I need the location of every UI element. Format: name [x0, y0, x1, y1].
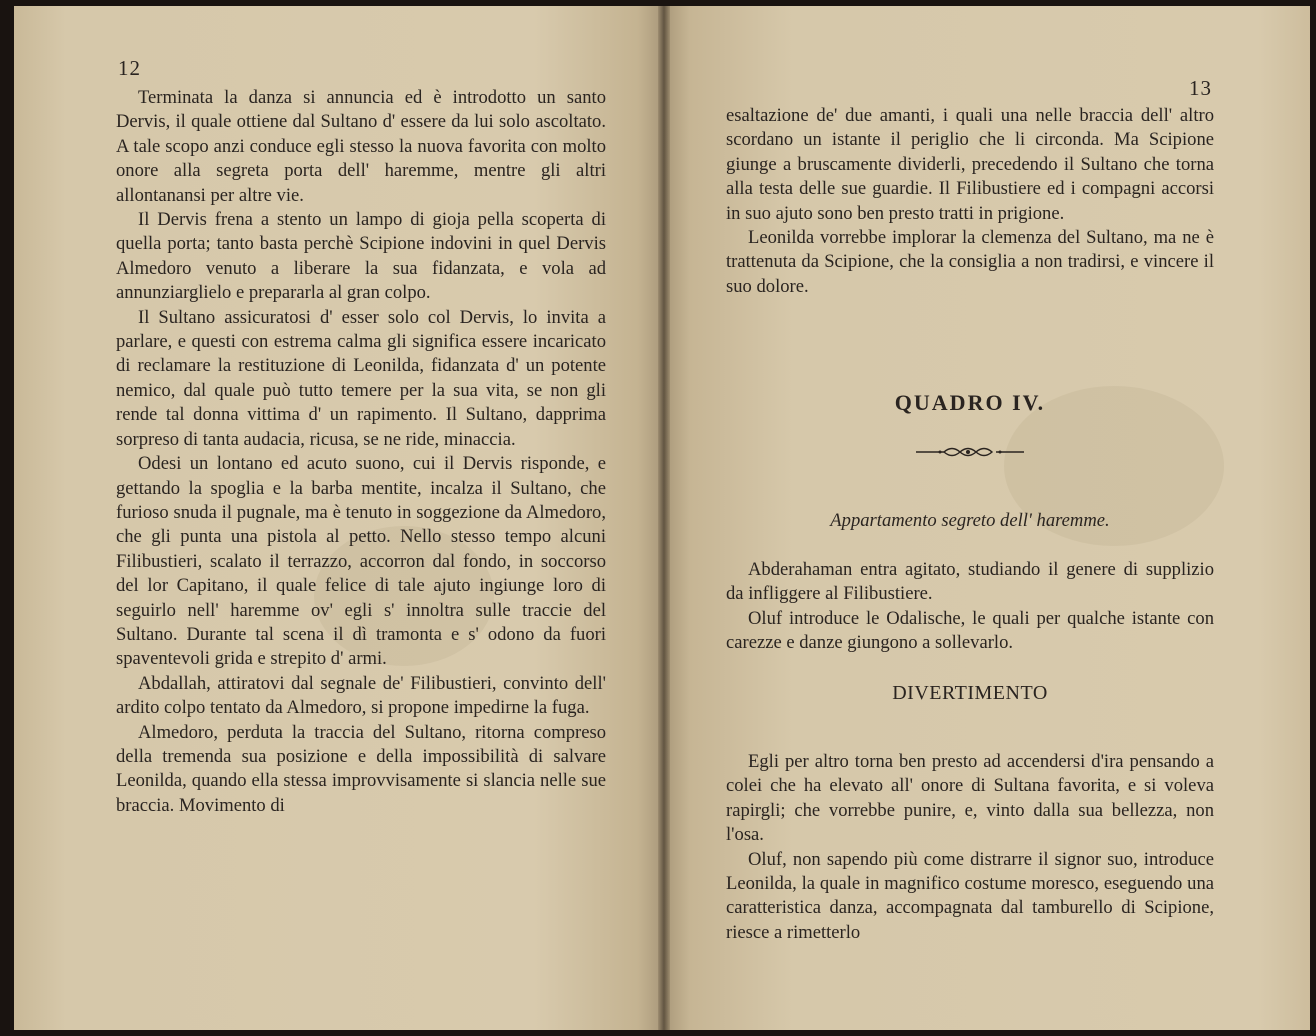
paragraph: Oluf introduce le Odalische, le quali per qualche istante con carezze e danze giungono a sollevarlo.: [726, 607, 1214, 654]
paragraph: Terminata la danza si annuncia ed è introdotto un santo Dervis, il quale ottiene dal Sultano d' essere da lui solo ascoltato. A tale scopo anzi conduce egli stesso la nuova favorita con molto onore alla segreta porta dell' haremme, mentre gli altri allontanansi per altre vie.: [116, 87, 606, 206]
paragraph: Oluf, non sapendo più come distrarre il signor suo, introduce Leonilda, la quale in magnifico costume moresco, eseguendo una caratteristica danza, accompagnata dal tamburello di Scipione, riesce a rimetterlo: [726, 848, 1214, 943]
paragraph: Almedoro, perduta la traccia del Sultano, ritorna compreso della tremenda sua posizione e della impossibilità di salvare Leonilda, quando ella stessa improvvisamente si slancia nelle sue braccia. Movimento di: [116, 721, 606, 816]
body-text-bottom: [726, 750, 1214, 945]
paragraph: Il Dervis frena a stento un lampo di gioja pella scoperta di quella porta; tanto basta perchè Scipione indovini in quel Dervis Almedoro venuto a liberare la sua fidanzata, e vola ad annunziarglielo e prepararla al gran colpo.: [116, 209, 606, 304]
left-page: [14, 6, 664, 1030]
paragraph: Egli per altro torna ben presto ad accendersi d'ira pensando a colei che ha elevato all' onore di Sultana favorita, e si voleva rapirgli; che vorrebbe punire, e, vinto dalla sua bellezza, non l'osa.: [726, 751, 1214, 846]
paragraph: Abdallah, attiratovi dal segnale de' Filibustieri, convinto dell' ardito colpo tentato da Almedoro, si propone impedirne la fuga.: [116, 672, 606, 719]
paragraph: Leonilda vorrebbe implorar la clemenza del Sultano, ma ne è trattenuta da Scipione, che la consiglia a non tradirsi, e vincere il suo dolore.: [726, 227, 1214, 297]
page-number: 13: [1189, 76, 1212, 100]
ornament-divider-icon: [914, 444, 1026, 460]
body-text: [116, 86, 606, 818]
paragraph: esaltazione de' due amanti, i quali una nelle braccia dell' altro scordano un istante il periglio che li circonda. Ma Scipione giunge a bruscamente dividerli, precedendo il Sultano che torna alla testa delle sue guardie. Il Filibustiere ed i compagni accorsi in suo ajuto sono ben presto tratti in prigione.: [726, 105, 1214, 224]
scene-title: Appartamento segreto dell' haremme.: [830, 510, 1110, 531]
divertimento-heading: DIVERTIMENTO: [892, 682, 1048, 704]
right-page: [664, 6, 1310, 1030]
paragraph: Abderahaman entra agitato, studiando il genere di supplizio da infliggere al Filibustiere.: [726, 559, 1214, 605]
body-text-middle: [726, 558, 1214, 656]
page-number: 12: [118, 56, 141, 80]
body-text-top: [726, 104, 1214, 299]
book-gutter: [658, 6, 670, 1030]
section-heading: QUADRO IV.: [894, 390, 1046, 415]
paragraph: Il Sultano assicuratosi d' esser solo col Dervis, lo invita a parlare, e questi con estrema calma gli significa essere incaricato di reclamare la restituzione di Leonilda, fidanzata d' un potente nemico, dal quale può tutto temere per la sua vita, se non gli rende tal donna vittima d' un rapimento. Il Sultano, dapprima sorpreso di tanta audacia, ricusa, se ne ride, minaccia.: [116, 306, 606, 450]
paragraph: Odesi un lontano ed acuto suono, cui il Dervis risponde, e gettando la spoglia e la barba mentite, incalza il Sultano, che furioso snuda il pugnale, ma è tenuto in soggezione da Almedoro, che gli punta una pistola al petto. Nello stesso tempo alcuni Filibustieri, scalato il terrazzo, accorron dal fondo, in soccorso del lor Capitano, il quale felice di tale ajuto ingiunge loro di seguirlo nell' haremme ov' egli s' innoltra sulle traccie del Sultano. Durante tal scena il dì tramonta e s' odono da fuori spaventevoli grida e strepito d' armi.: [116, 453, 606, 670]
